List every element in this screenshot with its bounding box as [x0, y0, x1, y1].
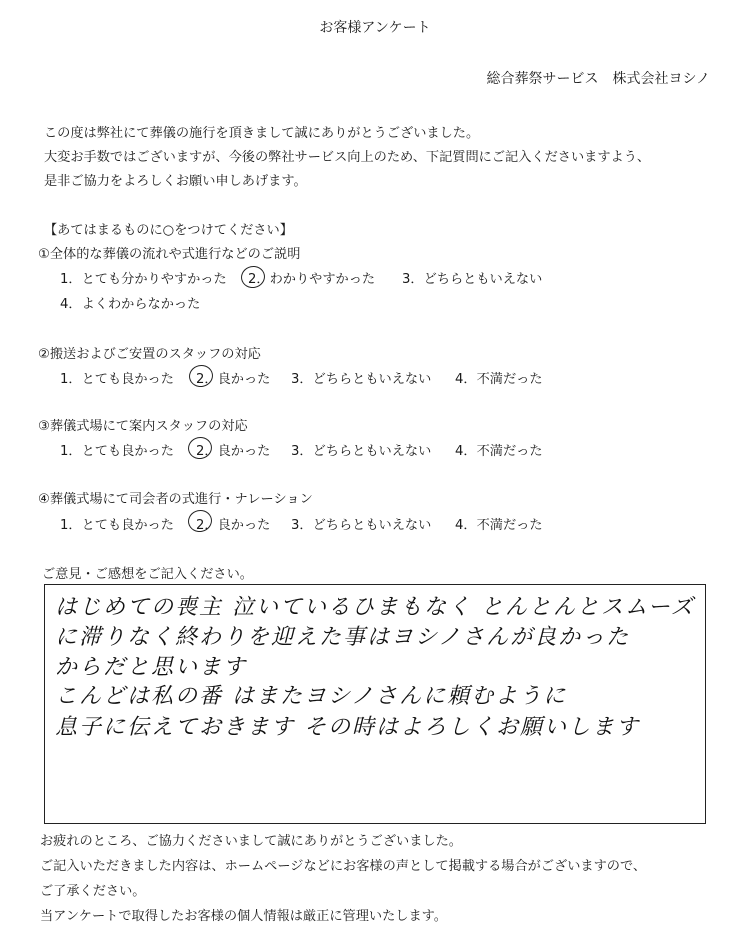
q3-option-2[interactable]: 2．良かった	[196, 444, 271, 459]
comment-line-3: からだと思います	[55, 655, 248, 680]
q2-option-1[interactable]: 1．とても良かった	[60, 372, 174, 387]
question-3-label: ③葬儀式場にて案内スタッフの対応	[38, 419, 248, 434]
footer-line-1: お疲れのところ、ご協力くださいまして誠にありがとうございました。	[40, 834, 462, 849]
q3-option-4[interactable]: 4．不満だった	[455, 444, 543, 459]
footer-line-3: ご了承ください。	[40, 884, 146, 899]
q2-option-2[interactable]: 2．良かった	[196, 372, 271, 387]
intro-line-3: 是非ご協力をよろしくお願い申しあげます。	[44, 174, 307, 189]
intro-line-1: この度は弊社にて葬儀の施行を頂きまして誠にありがとうございました。	[44, 126, 480, 141]
q3-option-3[interactable]: 3．どちらともいえない	[291, 444, 432, 459]
instruction: 【あてはまるものに○をつけてください】	[44, 223, 293, 238]
comment-line-5: 息子に伝えておきます その時はよろしくお願いします	[55, 715, 640, 740]
intro-line-2: 大変お手数ではございますが、今後の弊社サービス向上のため、下記質問にご記入くださいますよう、	[44, 150, 651, 165]
footer-line-2: ご記入いただきました内容は、ホームページなどにお客様の声として掲載する場合がございますので、	[40, 859, 647, 874]
comment-line-2: に滞りなく終わりを迎えた事はヨシノさんが良かった	[55, 625, 631, 650]
q4-option-1[interactable]: 1．とても良かった	[60, 518, 174, 533]
question-2-label: ②搬送およびご安置のスタッフの対応	[38, 347, 261, 362]
comment-line-1: はじめての喪主 泣いているひまもなく とんとんとスムーズ	[55, 595, 695, 620]
comments-label: ご意見・ご感想をご記入ください。	[42, 567, 253, 582]
q4-option-3[interactable]: 3．どちらともいえない	[291, 518, 432, 533]
page-title: お客様アンケート	[319, 20, 431, 36]
q4-option-2[interactable]: 2．良かった	[196, 518, 271, 533]
q4-option-4[interactable]: 4．不満だった	[455, 518, 543, 533]
company-name: 総合葬祭サービス 株式会社ヨシノ	[486, 71, 710, 87]
question-1-label: ①全体的な葬儀の流れや式進行などのご説明	[38, 247, 301, 262]
q2-option-4[interactable]: 4．不満だった	[455, 372, 543, 387]
q1-option-1[interactable]: 1．とても分かりやすかった	[60, 272, 227, 287]
question-4-label: ④葬儀式場にて司会者の式進行・ナレーション	[38, 492, 313, 507]
q1-option-4[interactable]: 4．よくわからなかった	[60, 297, 201, 312]
footer-line-4: 当アンケートで取得したお客様の個人情報は厳正に管理いたします。	[40, 909, 447, 924]
q1-option-2[interactable]: 2．わかりやすかった	[248, 272, 376, 287]
q3-option-1[interactable]: 1．とても良かった	[60, 444, 174, 459]
q1-option-3[interactable]: 3．どちらともいえない	[402, 272, 543, 287]
comment-line-4: こんどは私の番 はまたヨシノさんに頼むように	[55, 684, 568, 709]
q2-option-3[interactable]: 3．どちらともいえない	[291, 372, 432, 387]
